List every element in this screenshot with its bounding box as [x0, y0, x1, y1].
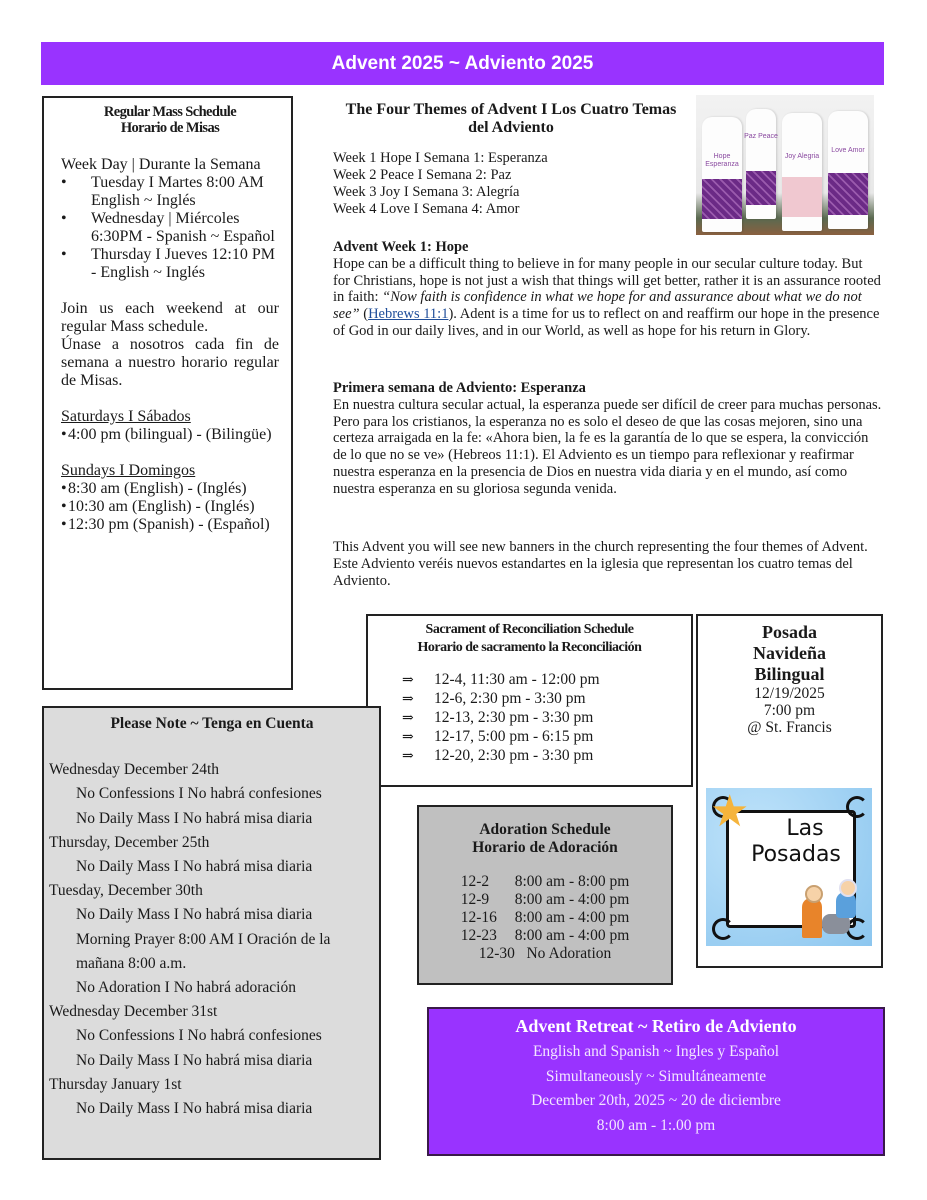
note-day: Wednesday December 24th [49, 761, 220, 779]
candle-label-peace: Paz Peace [744, 133, 778, 140]
themes-title: The Four Themes of Advent I Los Cuatro Temas del Adviento [345, 101, 677, 136]
adoration-row: 12-16 8:00 am - 4:00 pm [460, 909, 630, 926]
advent-candles-image [696, 95, 874, 235]
adoration-row: 12-2 8:00 am - 8:00 pm [460, 873, 630, 890]
adoration-title-line2: Horario de Adoración [472, 839, 618, 856]
note-item: No Daily Mass I No habrá misa diaria [76, 1051, 313, 1069]
note-day: Wednesday December 31st [49, 1003, 218, 1021]
hebrews-link[interactable]: Hebrews 11:1 [368, 306, 449, 323]
reconciliation-title-line2: Horario de sacramento la Reconciliación [417, 640, 642, 655]
reconciliation-item: ⇒ 12-20, 2:30 pm - 3:30 pm [402, 747, 594, 764]
arrow-icon: ⇒ [402, 692, 414, 707]
posada-title-line2: Navideña [752, 643, 826, 663]
curl-ornament-icon [712, 918, 734, 940]
retreat-languages: English and Spanish ~ Ingles y Español [532, 1043, 780, 1060]
theme-week: Week 1 Hope I Semana 1: Esperanza [333, 150, 548, 166]
reconciliation-title-line1: Sacrament of Reconciliation Schedule [425, 622, 634, 637]
week1-heading: Advent Week 1: Hope [333, 239, 469, 255]
arrow-icon: ⇒ [402, 730, 414, 745]
retreat-simultaneous: Simultaneously ~ Simultáneamente [545, 1067, 767, 1085]
note-day: Thursday, December 25th [49, 833, 210, 851]
note-day: Tuesday, December 30th [49, 882, 203, 900]
candle-peace [746, 109, 776, 219]
sundays-heading: Sundays I Domingos [61, 462, 196, 479]
note-item: No Daily Mass I No habrá misa diaria [76, 858, 313, 876]
weekday-item: • Tuesday I Martes 8:00 AM English ~ Inglés [61, 174, 279, 210]
retreat-title: Advent Retreat ~ Retiro de Adviento [515, 1016, 797, 1036]
arrow-icon: ⇒ [402, 711, 414, 726]
reconciliation-item: ⇒ 12-6, 2:30 pm - 3:30 pm [402, 690, 586, 707]
note-item: Morning Prayer 8:00 AM I Oración de la mañana 8:00 a.m. [76, 930, 331, 972]
retreat-time: 8:00 am - 1:.00 pm [596, 1116, 716, 1134]
weekday-item: • Wednesday | Miércoles 6:30PM - Spanish ~ Español [61, 210, 279, 246]
sunday-item: •10:30 am (English) - (Inglés) [61, 498, 255, 515]
posada-title-line1: Posada [761, 622, 817, 642]
weekday-item: • Thursday I Jueves 12:10 PM - English ~ Inglés [61, 246, 279, 282]
sunday-item: •12:30 pm (Spanish) - (Español) [61, 516, 270, 533]
theme-week: Week 2 Peace I Semana 2: Paz [333, 167, 512, 183]
posada-place: @ St. Francis [747, 719, 832, 736]
posada-date: 12/19/2025 [754, 685, 825, 702]
candle-hope [702, 117, 742, 232]
adoration-box [417, 805, 673, 985]
mass-schedule-box [42, 96, 293, 690]
curl-ornament-icon [846, 796, 868, 818]
advent-retreat-box [427, 1007, 885, 1156]
note-item: No Daily Mass I No habrá misa diaria [76, 906, 313, 924]
saturday-item: •4:00 pm (bilingual) - (Bilingüe) [61, 426, 272, 443]
note-day: Thursday January 1st [49, 1075, 182, 1093]
reconciliation-item: ⇒ 12-13, 2:30 pm - 3:30 pm [402, 709, 594, 726]
joseph-figure [802, 898, 822, 938]
note-item: No Daily Mass I No habrá misa diaria [76, 809, 313, 827]
mass-schedule-title [61, 104, 279, 136]
reconciliation-box [366, 614, 693, 787]
las-posadas-image [706, 788, 872, 946]
retreat-date: December 20th, 2025 ~ 20 de diciembre [531, 1092, 781, 1109]
weekend-invite-es: Únase a nosotros cada fin de semana a nuestro horario regular de Misas. [61, 336, 279, 389]
weekday-list [61, 174, 279, 282]
saturdays-heading: Saturdays I Sábados [61, 408, 191, 425]
posada-time: 7:00 pm [763, 702, 816, 719]
theme-week: Week 3 Joy I Semana 3: Alegría [333, 184, 520, 200]
arrow-icon: ⇒ [402, 673, 414, 688]
posada-title-line3: Bilingual [754, 664, 825, 684]
mary-figure [836, 892, 856, 918]
note-item: No Daily Mass I No habrá misa diaria [76, 1100, 313, 1118]
themes-list [333, 150, 688, 218]
mass-title-line2: Horario de Misas [120, 120, 220, 136]
saturdays-section [61, 408, 279, 444]
mass-title-line1: Regular Mass Schedule [103, 104, 237, 120]
candle-label-hope: Hope Esperanza [705, 153, 739, 168]
adoration-row: 12-9 8:00 am - 4:00 pm [460, 891, 630, 908]
adoration-row: 12-23 8:00 am - 4:00 pm [460, 927, 630, 944]
advent-week1-section [333, 239, 883, 340]
weekend-invite [61, 300, 279, 390]
week1-text: Hope can be a difficult thing to believe in for many people in our secular culture today. But for Christians, hope is not just a wish that things will get better, rather it is an assurance rooted in faith: [333, 255, 881, 306]
theme-week: Week 4 Love I Semana 4: Amor [333, 201, 520, 217]
candle-love [828, 111, 868, 229]
reconciliation-item: ⇒ 12-17, 5:00 pm - 6:15 pm [402, 728, 594, 745]
primera-text: En nuestra cultura secular actual, la esperanza puede ser difícil de creer para muchas personas. Pero para los cristianos, la esperanza no es solo el deseo de que las cosas mejoren, sino una certeza arraigada en la fe: «Ahora bien, la fe es la garantía de lo que se espera, la convicción de lo que no se ve» (Hebreos 11:1). El Adviento es un tiempo para reflexionar y reafirmar nuestra esperanza en la presencia de Dios en nuestra vida diaria y en el mundo, así como nuestra esperanza en su gloriosa segunda venida. [333, 396, 882, 497]
week1-quote: “Now faith is confidence in what we hope for and assurance about what we do not see” [333, 289, 862, 323]
star-icon: ★ [710, 788, 750, 836]
week1-text-end: ). Adent is a time for us to reflect on and reaffirm our hope in the presence of God in our daily lives, and in our World, as well as hope for his return in Glory. [333, 306, 880, 339]
note-item: No Confessions I No habrá confesiones [76, 785, 322, 803]
primera-heading: Primera semana de Adviento: Esperanza [333, 380, 586, 396]
adoration-row-last: 12-30 No Adoration [478, 945, 612, 962]
sundays-section [61, 462, 279, 534]
candle-label-love: Love Amor [831, 147, 865, 154]
please-note-box [42, 706, 381, 1160]
sunday-item: •8:30 am (English) - (Inglés) [61, 480, 247, 497]
las-posadas-lettering: Las Posadas [751, 816, 841, 867]
weekday-heading: Week Day | Durante la Semana [61, 156, 261, 173]
week1-link-prefix: ( [359, 306, 369, 323]
posada-box [696, 614, 883, 968]
arrow-icon: ⇒ [402, 749, 414, 764]
primera-semana-section [333, 380, 883, 498]
candle-label-joy: Joy Alegria [784, 153, 820, 160]
please-note-title: Please Note ~ Tenga en Cuenta [110, 715, 314, 732]
note-item: No Confessions I No habrá confesiones [76, 1027, 322, 1045]
page-banner-title: Advent 2025 ~ Adviento 2025 [41, 42, 884, 85]
adoration-title-line1: Adoration Schedule [479, 821, 611, 838]
reconciliation-item: ⇒ 12-4, 11:30 am - 12:00 pm [402, 671, 600, 688]
note-item: No Adoration I No habrá adoración [76, 979, 296, 997]
weekend-invite-en: Join us each weekend at our regular Mass schedule. [61, 300, 279, 335]
banners-note: This Advent you will see new banners in the church representing the four themes of Advent. Este Adviento veréis nuevos estandartes en la iglesia que representan los cuatro temas del Adviento. [333, 539, 868, 589]
candle-joy [782, 113, 822, 231]
